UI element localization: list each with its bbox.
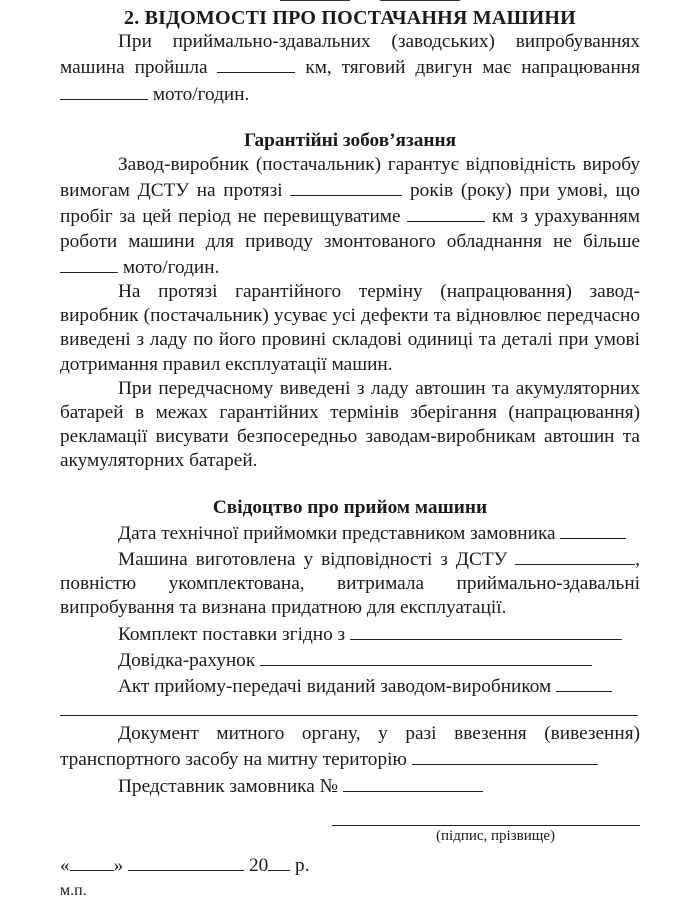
day-field[interactable] — [70, 852, 114, 871]
acceptance-title: Свідоцтво про прийом машини — [212, 496, 488, 518]
date-open-quote: « — [60, 854, 70, 876]
year-prefix: 20 — [248, 854, 269, 876]
date-close-quote: » — [113, 854, 124, 876]
act-continuation-line[interactable] — [60, 703, 638, 716]
customs-field[interactable] — [412, 746, 598, 765]
warranty-years-field[interactable] — [290, 177, 402, 196]
warranty-title: Гарантійні зобов’язання — [243, 129, 457, 151]
act-row — [60, 673, 640, 699]
mileage-field[interactable] — [217, 54, 295, 73]
warranty-text-c: км з урахуванням роботи машини для приводу змонтованого обладнання не більше — [60, 206, 641, 252]
act-label: Акт прийому-передачі виданий заводом-виробником — [118, 676, 552, 698]
warranty-paragraph-3: При передчасному виведені з ладу автошин та акумуляторних батарей в межах гарантійних термінів зберігання (напрацювання) рекламації висувати безпосередньо заводам-виробникам автошин та акумуляторних батарей. — [60, 377, 640, 472]
invoice-label: Довідка-рахунок — [118, 649, 256, 671]
delivery-text-b: км, тяговий двигун має напрацювання — [305, 57, 640, 79]
invoice-field[interactable] — [260, 647, 592, 666]
signature-line[interactable] — [332, 799, 640, 826]
representative-label: Представник замовника № — [118, 775, 338, 797]
delivery-paragraph — [60, 30, 640, 107]
date-row — [60, 852, 640, 878]
section-title: 2. ВІДОМОСТІ ПРО ПОСТАЧАННЯ МАШИНИ — [124, 7, 576, 29]
kit-field[interactable] — [350, 621, 622, 640]
warranty-text-a: Завод-виробник (постачальник) гарантує відповідність виробу вимогам ДСТУ на протязі — [60, 154, 640, 202]
warranty-hours-field[interactable] — [60, 254, 118, 273]
kit-label: Комплект поставки згідно з — [118, 623, 346, 645]
warranty-mileage-field[interactable] — [407, 203, 485, 222]
customs-text: Документ митного органу, у разі ввезення (вивезення) транспортного засобу на митну територію — [60, 723, 640, 771]
manufacture-text-a: Машина виготовлена у відповідності з ДСТУ — [118, 549, 508, 571]
document-page — [60, 0, 640, 902]
engine-hours-field[interactable] — [60, 81, 148, 100]
warranty-paragraph-2: На протязі гарантійного терміну (напрацювання) завод-виробник (постачальник) усуває усі дефекти та відновлює передчасно виведені з ладу по його провині складові одиниці та деталі при умові дотримання правил експлуатації машин. — [60, 281, 640, 375]
manufacture-text-b: , повністю укомплектована, витримала приймально-здавальні випробування та визнана придатною для експлуатації. — [60, 549, 640, 619]
dstu-field[interactable] — [515, 546, 635, 565]
manufacture-paragraph — [60, 546, 640, 621]
customs-paragraph — [60, 722, 640, 772]
signature-caption: (підпис, прізвище) — [436, 827, 555, 844]
acceptance-date-row — [60, 520, 640, 546]
representative-row — [60, 773, 640, 799]
representative-number-field[interactable] — [343, 773, 483, 792]
warranty-text-b: років (року) при умові, що пробіг за цей період не перевищуватиме — [60, 180, 640, 228]
year-suffix: р. — [295, 854, 310, 876]
stamp-place: м.п. — [60, 882, 87, 900]
act-field[interactable] — [556, 673, 612, 692]
invoice-row — [60, 647, 640, 673]
delivery-text-c: мото/годин. — [152, 83, 250, 105]
warranty-paragraph-1 — [60, 153, 640, 280]
warranty-text-d: мото/годин. — [122, 256, 220, 278]
delivery-text-a: При приймально-здавальних (заводських) випробуваннях машина пройшла — [60, 31, 640, 79]
acceptance-date-label: Дата технічної приймомки представником замовника — [118, 522, 556, 544]
year-field[interactable] — [268, 852, 290, 871]
month-field[interactable] — [128, 852, 244, 871]
kit-row — [60, 621, 640, 647]
acceptance-date-field[interactable] — [560, 520, 626, 539]
